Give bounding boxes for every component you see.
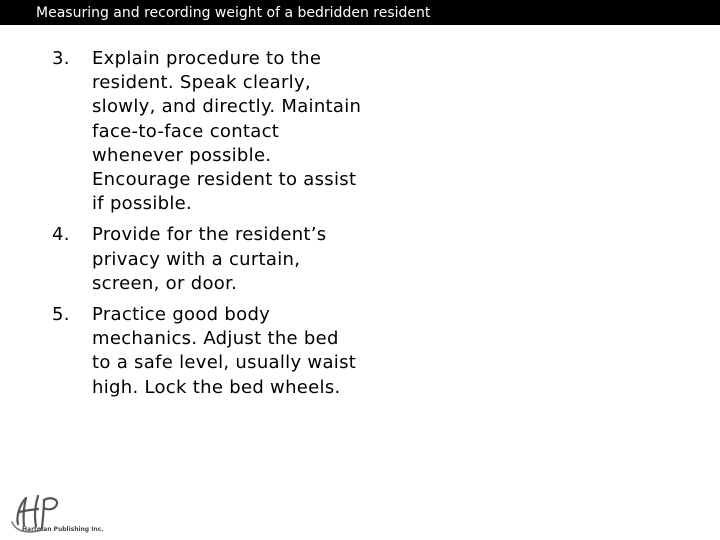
procedure-step-3	[52, 47, 372, 216]
title-bar	[0, 0, 720, 25]
step-text: Practice good body mechanics. Adjust the bed to a safe level, usually waist high. Lock the bed wheels.	[92, 304, 357, 398]
step-text: Provide for the resident’s privacy with a curtain, screen, or door.	[92, 224, 327, 294]
step-number: 5.	[52, 304, 70, 326]
hartman-publishing-logo-icon	[8, 492, 112, 536]
step-text: Explain procedure to the resident. Speak clearly, slowly, and directly. Maintain face-to-face contact whenever possible. Encourage resident to assist if possible.	[92, 48, 362, 215]
step-number: 3.	[52, 48, 70, 69]
procedure-step-4	[52, 223, 372, 296]
procedure-steps-list	[52, 47, 372, 407]
step-number: 4.	[52, 224, 70, 246]
hartman-publishing-logo	[8, 492, 112, 536]
logo-wordmark: Hartman Publishing Inc.	[22, 526, 104, 533]
procedure-step-5	[52, 303, 372, 400]
slide-title: Measuring and recording weight of a bedridden resident	[36, 5, 431, 21]
